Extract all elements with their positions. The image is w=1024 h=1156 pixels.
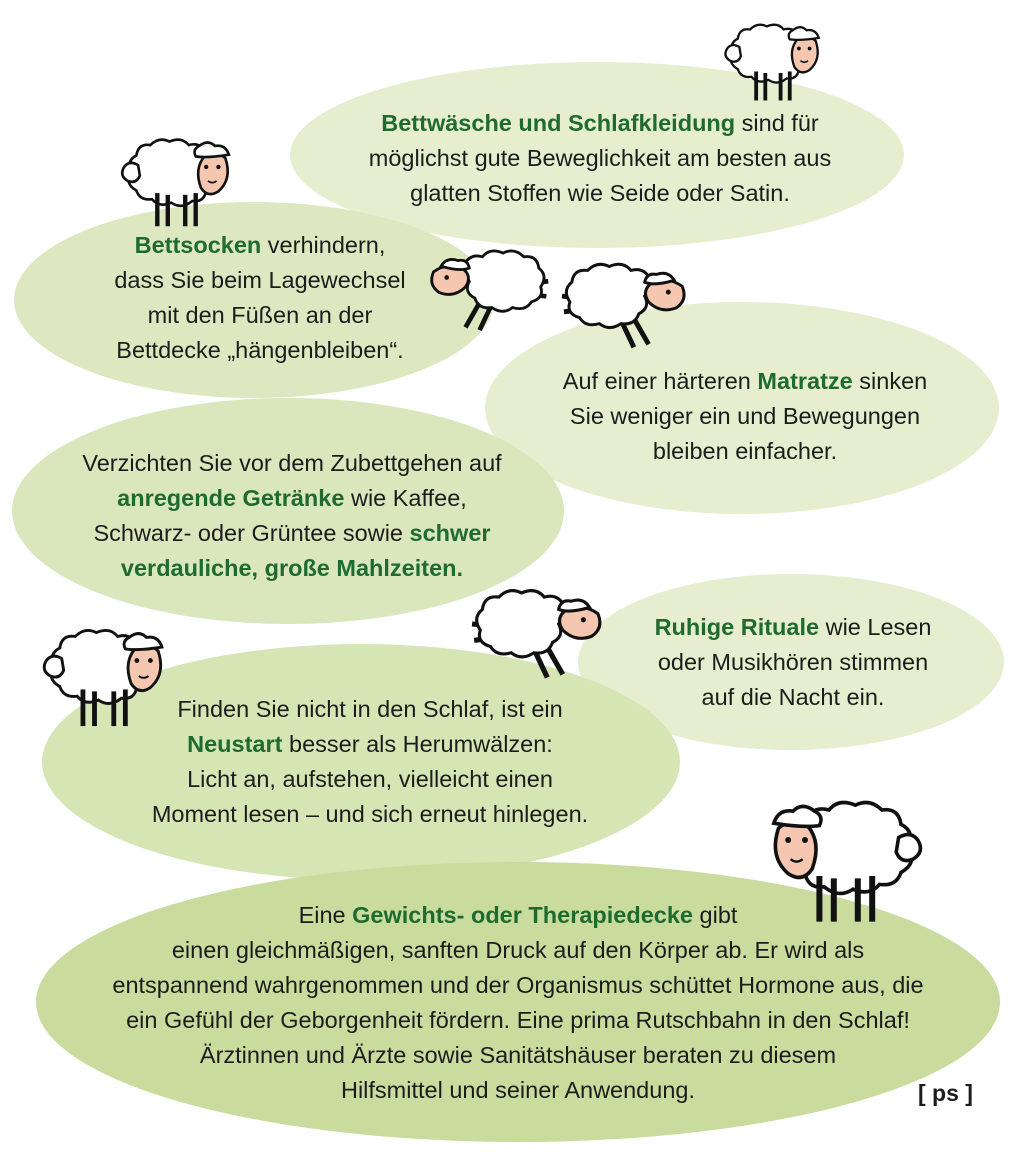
tip-mattress: Auf einer härteren Matratze sinken Sie weniger ein und Bewegungen bleiben einfacher. <box>562 368 928 464</box>
tip-socks: Bettsocken verhindern, dass Sie beim Lagewechsel mit den Füßen an der Bettdecke „hängenbleiben“. <box>114 232 406 363</box>
keyword: Neustart <box>187 731 283 757</box>
tip-blanket: Eine Gewichts- oder Therapiedecke gibt einen gleichmäßigen, sanften Druck auf den Körper ab. Er wird als entspannend wahrgenommen und der Organismus schüttet Hormone aus, die ein Gefühl der Geborgenheit fördern. Eine prima Rutschbahn in den Schlaf! Ärztinnen und Ärzte sowie Sanitätshäuser beraten zu diesem Hilfsmittel und seiner Anwendung. <box>112 902 924 1103</box>
tip-bedding: Bettwäsche und Schlafkleidung sind für möglichst gute Beweglichkeit am besten aus glatten Stoffen wie Seide oder Satin. <box>368 110 832 206</box>
keyword: Ruhige Rituale <box>654 614 820 640</box>
author-credit: [ ps ] <box>918 1080 973 1106</box>
jumping-sheep-icon <box>560 246 688 354</box>
tip-drinks: Verzichten Sie vor dem Zubettgehen auf anregende Getränke wie Kaffee, Schwarz- oder Grüntee sowie schwer verdauliche, große Mahlzeiten. <box>82 450 502 581</box>
keyword: Bettwäsche und Schlafkleidung <box>381 110 736 136</box>
sheep-icon <box>720 18 832 102</box>
keyword: anregende Getränke <box>117 485 345 511</box>
tip-restart: Finden Sie nicht in den Schlaf, ist ein Neustart besser als Herumwälzen: Licht an, aufstehen, vielleicht einen Moment lesen – und sich erneut hinlegen. <box>151 696 589 827</box>
keyword: Bettsocken <box>134 232 262 258</box>
jumping-sheep-icon <box>470 576 604 680</box>
keyword: schwer <box>409 520 491 546</box>
tip-rituals: Ruhige Rituale wie Lesen oder Musikhören stimmen auf die Nacht ein. <box>654 614 932 710</box>
sheep-icon <box>114 132 246 228</box>
keyword: Gewichts- oder Therapiedecke <box>352 902 694 928</box>
keyword: Matratze <box>757 368 853 394</box>
keyword: verdauliche, große Mahlzeiten. <box>120 555 464 581</box>
